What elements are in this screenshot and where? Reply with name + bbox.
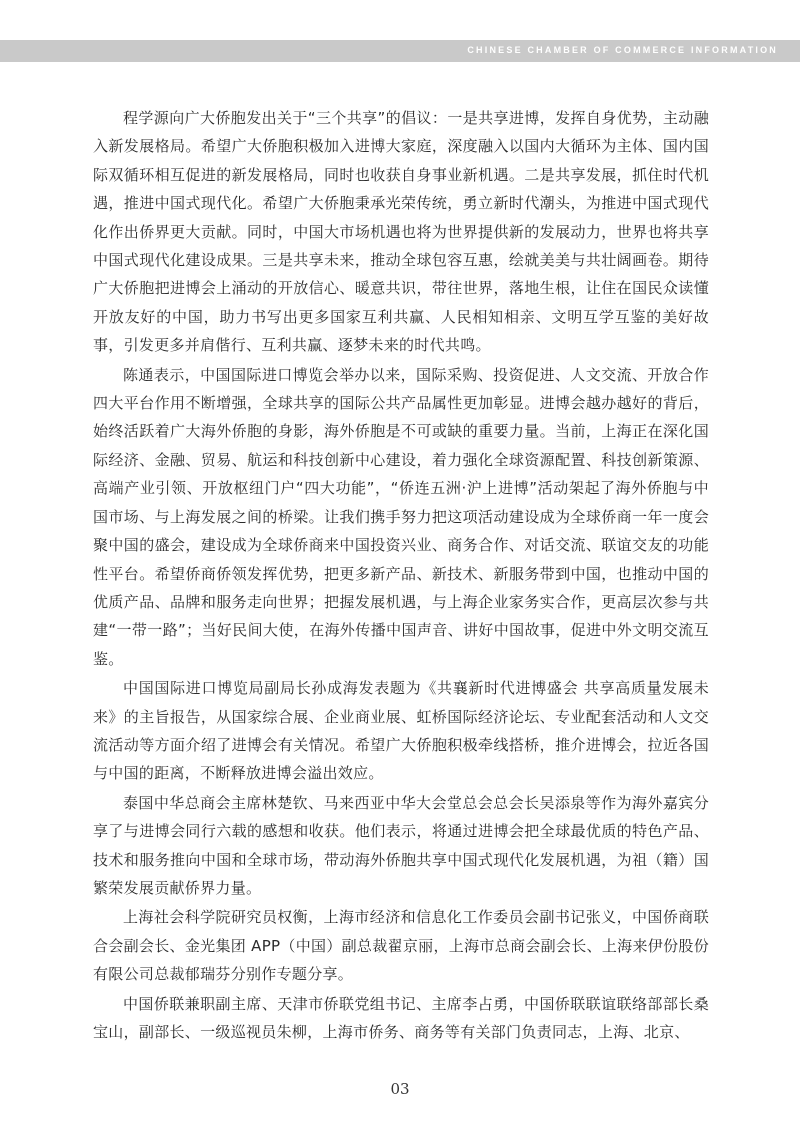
- paragraph: 上海社会科学院研究员权衡，上海市经济和信息化工作委员会副书记张义，中国侨商联合会副会长、金光集团 APP（中国）副总裁翟京丽，上海市总商会副会长、上海来伊份股份有限公司总裁郁瑞芬分别作专题分享。: [93, 908, 709, 984]
- article-body: [93, 104, 709, 1046]
- page-number: 03: [390, 1080, 410, 1098]
- paragraph: 陈通表示，中国国际进口博览会举办以来，国际采购、投资促进、人文交流、开放合作四大平台作用不断增强，全球共享的国际公共产品属性更加彰显。进博会越办越好的背后，始终活跃着广大海外侨胞的身影，海外侨胞是不可或缺的重要力量。当前，上海正在深化国际经济、金融、贸易、航运和科技创新中心建设，着力强化全球资源配置、科技创新策源、高端产业引领、开放枢纽门户“四大功能”，“侨连五洲·沪上进博”活动架起了海外侨胞与中国市场、与上海发展之间的桥梁。让我们携手努力把这项活动建设成为全球侨商一年一度会聚中国的盛会，建设成为全球侨商来中国投资兴业、商务合作、对话交流、联谊交友的功能性平台。希望侨商侨领发挥优势，把更多新产品、新技术、新服务带到中国，也推动中国的优质产品、品牌和服务走向世界；把握发展机遇，与上海企业家务实合作，更高层次参与共建“一带一路”；当好民间大使，在海外传播中国声音、讲好中国故事，促进中外文明交流互鉴。: [93, 365, 709, 668]
- paragraph: 中国侨联兼职副主席、天津市侨联党组书记、主席李占勇，中国侨联联谊联络部部长桑宝山，副部长、一级巡视员朱柳，上海市侨务、商务等有关部门负责同志，上海、北京、: [93, 994, 709, 1041]
- header-bar: [0, 40, 800, 62]
- paragraph: 程学源向广大侨胞发出关于“三个共享”的倡议：一是共享进博，发挥自身优势，主动融入新发展格局。希望广大侨胞积极加入进博大家庭，深度融入以国内大循环为主体、国内国际双循环相互促进的新发展格局，同时也收获自身事业新机遇。二是共享发展，抓住时代机遇，推进中国式现代化。希望广大侨胞秉承光荣传统，勇立新时代潮头，为推进中国式现代化作出侨界更大贡献。同时，中国大市场机遇也将为世界提供新的发展动力，世界也将共享中国式现代化建设成果。三是共享未来，推动全球包容互惠，绘就美美与共壮阔画卷。期待广大侨胞把进博会上涌动的开放信心、暖意共识，带往世界，落地生根，让住在国民众读懂开放友好的中国，助力书写出更多国家互利共赢、人民相知相亲、文明互学互鉴的美好故事，引发更多并肩偕行、互利共赢、逐梦未来的时代共鸣。: [93, 109, 709, 355]
- paragraph: 泰国中华总商会主席林楚钦、马来西亚中华大会堂总会总会长吴添泉等作为海外嘉宾分享了与进博会同行六载的感想和收获。他们表示，将通过进博会把全球最优质的特色产品、技术和服务推向中国和全球市场，带动海外侨胞共享中国式现代化发展机遇，为祖（籍）国繁荣发展贡献侨界力量。: [93, 793, 709, 897]
- paragraph: 中国国际进口博览局副局长孙成海发表题为《共襄新时代进博盛会 共享高质量发展未来》的主旨报告，从国家综合展、企业商业展、虹桥国际经济论坛、专业配套活动和人文交流活动等方面介绍了进博会有关情况。希望广大侨胞积极牵线搭桥，推介进博会，拉近各国与中国的距离，不断释放进博会溢出效应。: [93, 679, 709, 783]
- publication-title: CHINESE CHAMBER OF COMMERCE INFORMATION: [467, 45, 778, 55]
